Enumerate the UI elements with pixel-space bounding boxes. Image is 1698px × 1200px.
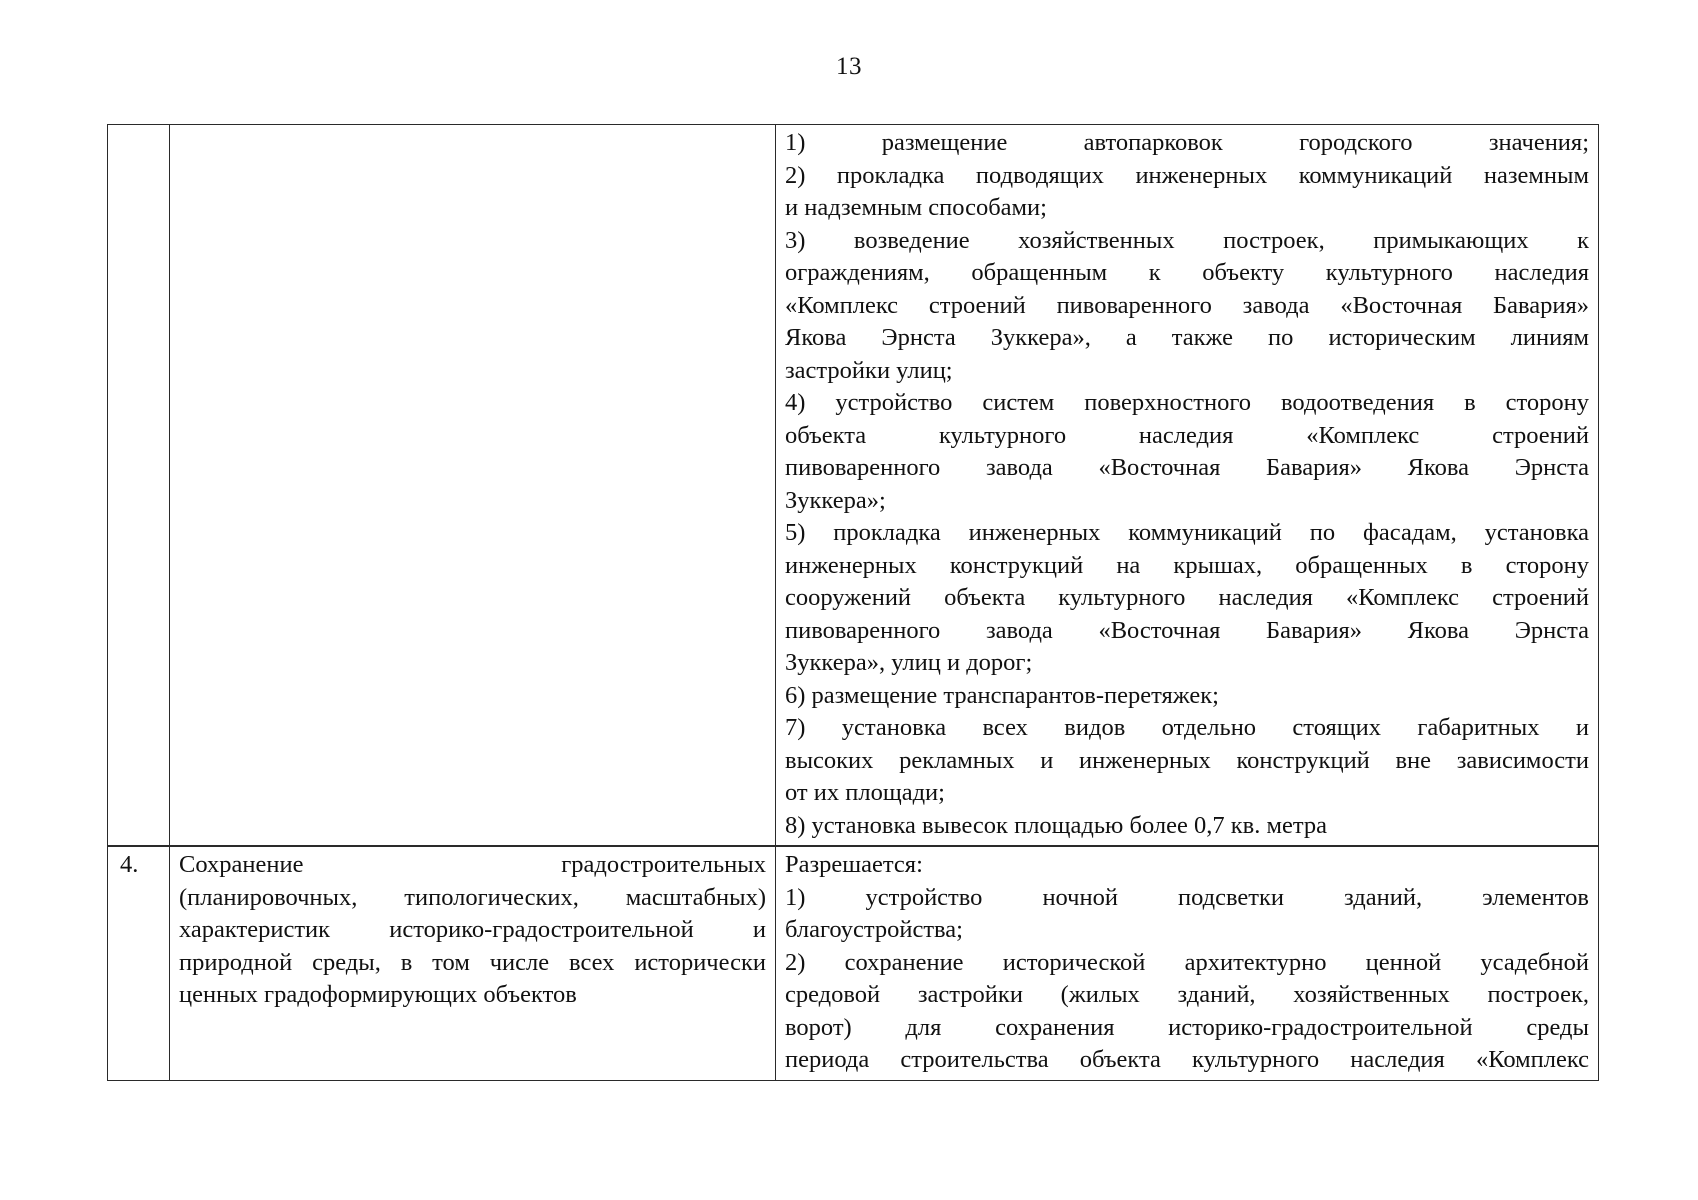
row-number-cell: 4. (108, 846, 170, 1080)
regime-line: застройки улиц; (785, 356, 953, 384)
requirement-line: характеристик историко-градостроительной и (179, 916, 766, 943)
table-row (108, 125, 1599, 847)
table-row (108, 846, 1599, 1080)
regime-line: Якова Эрнста Зуккера», а также по историческим линиям (785, 324, 1589, 351)
regime-line: «Комплекс строений пивоваренного завода «Восточная Бавария» (785, 291, 1589, 319)
requirement-cell (170, 125, 776, 847)
regime-line: пивоваренного завода «Восточная Бавария» Якова Эрнста (785, 616, 1589, 644)
regime-line: 2) сохранение исторической архитектурно ценной усадебной (785, 948, 1589, 976)
regime-line: Зуккера», улиц и дорог; (785, 649, 1033, 676)
regime-line: 3) возведение хозяйственных построек, примыкающих к (785, 226, 1589, 254)
row-number-cell (108, 125, 170, 847)
regime-line: 7) установка всех видов отдельно стоящих габаритных и (785, 714, 1589, 741)
regime-line: Зуккера»; (785, 486, 886, 514)
regime-line: 2) прокладка подводящих инженерных коммуникаций наземным (785, 161, 1589, 189)
regime-line: пивоваренного завода «Восточная Бавария» Якова Эрнста (785, 454, 1589, 481)
regime-line: 1) размещение автопарковок городского значения; (785, 129, 1589, 156)
regime-line: Разрешается: (785, 851, 923, 878)
regime-line: средовой застройки (жилых зданий, хозяйственных построек, (785, 981, 1589, 1008)
regime-line: и надземным способами; (785, 194, 1047, 221)
regime-line: высоких рекламных и инженерных конструкций вне зависимости (785, 746, 1589, 774)
requirement-line: ценных градоформирующих объектов (179, 981, 577, 1008)
regime-line: 1) устройство ночной подсветки зданий, элементов (785, 883, 1589, 911)
regime-cell (776, 125, 1599, 847)
regime-line: сооружений объекта культурного наследия «Комплекс строений (785, 584, 1589, 611)
regime-line: благоустройства; (785, 916, 963, 943)
regime-line: 6) размещение транспарантов-перетяжек; (785, 681, 1219, 709)
regime-line: 5) прокладка инженерных коммуникаций по фасадам, установка (785, 519, 1589, 546)
requirement-line: Сохранение градостроительных (179, 851, 766, 878)
requirement-line: (планировочных, типологических, масштабных) (179, 883, 766, 911)
requirement-cell (170, 846, 776, 1080)
regime-line: объекта культурного наследия «Комплекс строений (785, 421, 1589, 449)
regime-cell (776, 846, 1599, 1080)
regime-line: 8) установка вывесок площадью более 0,7 кв. метра (785, 811, 1327, 839)
page-number: 13 (836, 53, 862, 80)
regime-line: периода строительства объекта культурного наследия «Комплекс (785, 1046, 1589, 1073)
regime-line: инженерных конструкций на крышах, обращенных в сторону (785, 551, 1589, 579)
regime-line: ограждениям, обращенным к объекту культурного наследия (785, 259, 1589, 286)
regime-line: ворот) для сохранения историко-градостроительной среды (785, 1013, 1589, 1041)
regulations-table (107, 124, 1599, 1081)
regime-line: от их площади; (785, 779, 945, 806)
regime-line: 4) устройство систем поверхностного водоотведения в сторону (785, 389, 1589, 416)
requirement-line: природной среды, в том числе всех исторически (179, 948, 766, 976)
